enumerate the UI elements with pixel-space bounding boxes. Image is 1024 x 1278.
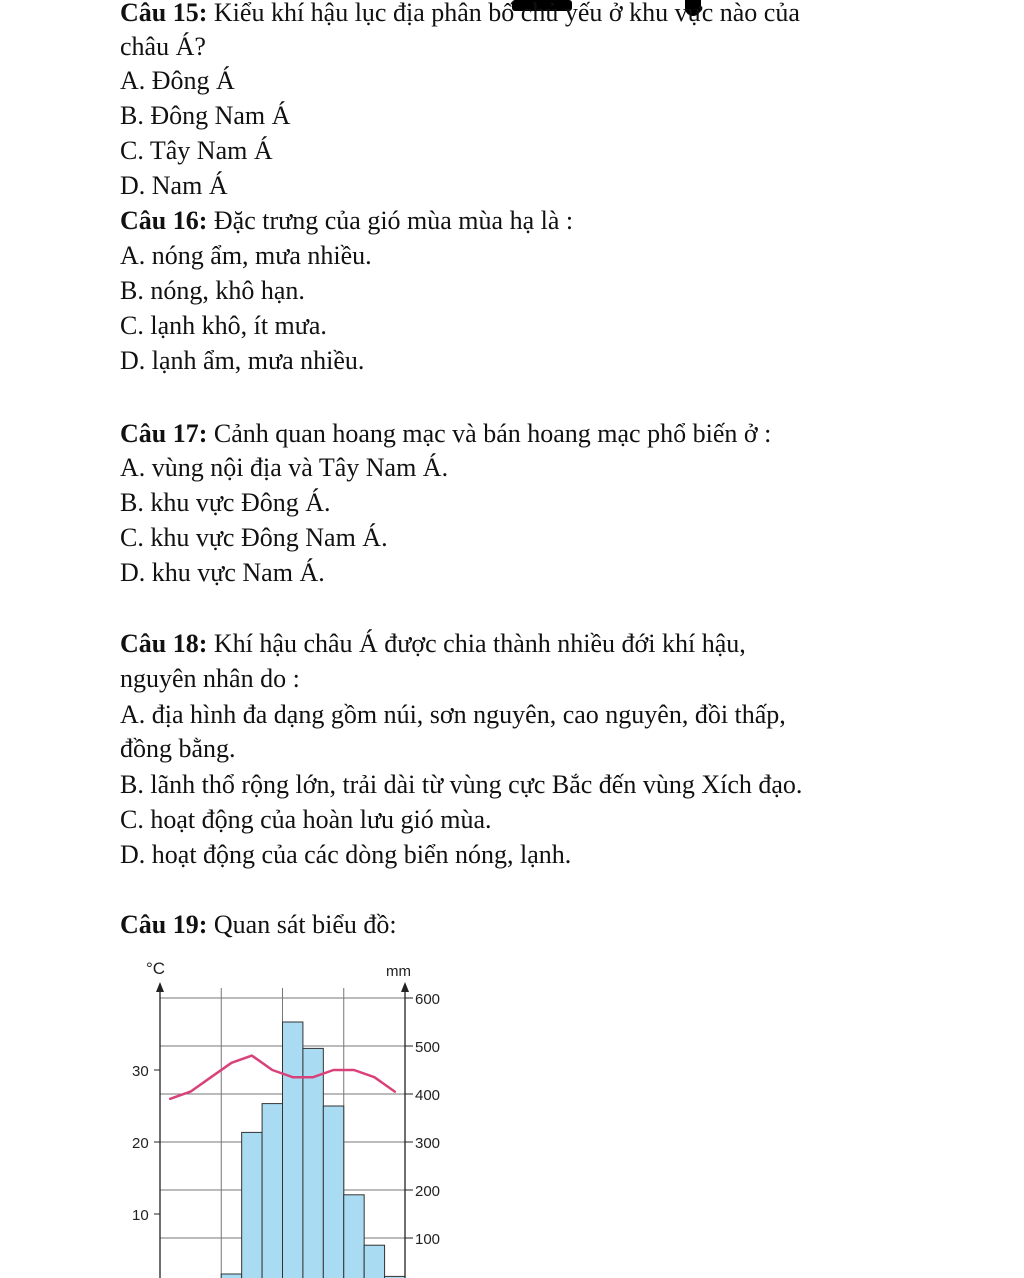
left-tick-label: 10: [132, 1207, 149, 1224]
right-tick-label: 500: [415, 1039, 441, 1056]
question-16-option: C. lạnh khô, ít mưa.: [120, 311, 327, 340]
question-18-option: A. địa hình đa dạng gồm núi, sơn nguyên, cao nguyên, đồi thấp,: [120, 700, 786, 729]
left-axis-unit: °C: [146, 959, 166, 978]
question-15-option: C. Tây Nam Á: [120, 136, 273, 165]
question-17-option: D. khu vực Nam Á.: [120, 558, 325, 587]
question-18-option-cont: đồng bằng.: [120, 734, 236, 763]
question-16-option: B. nóng, khô hạn.: [120, 276, 305, 305]
left-tick-label: 20: [132, 1135, 149, 1152]
rainfall-bar: [242, 1132, 262, 1278]
question-16-title: Câu 16: Đặc trưng của gió mùa mùa hạ là :: [120, 206, 574, 235]
right-axis-unit: mm: [386, 963, 411, 980]
question-15-title: Câu 15: Kiểu khí hậu lục địa phân bố chủ yếu ở khu vực nào của: [120, 0, 800, 27]
question-15-option: D. Nam Á: [120, 171, 228, 200]
question-17-option: C. khu vực Đông Nam Á.: [120, 523, 388, 552]
right-tick-label: 100: [415, 1231, 441, 1248]
rainfall-bar: [303, 1048, 323, 1278]
question-18-title: Câu 18: Khí hậu châu Á được chia thành nhiều đới khí hậu,: [120, 629, 746, 658]
left-axis-arrow-icon: [156, 982, 164, 992]
question-15-option: B. Đông Nam Á: [120, 101, 291, 130]
right-axis-arrow-icon: [401, 982, 409, 992]
question-16-option: A. nóng ẩm, mưa nhiều.: [120, 241, 372, 270]
right-tick-label: 600: [415, 991, 441, 1008]
question-18-option: C. hoạt động của hoàn lưu gió mùa.: [120, 805, 492, 834]
rainfall-bar: [262, 1104, 282, 1278]
question-17-option: B. khu vực Đông Á.: [120, 488, 331, 517]
question-18-option: B. lãnh thổ rộng lớn, trải dài từ vùng cực Bắc đến vùng Xích đạo.: [120, 770, 803, 799]
question-16-option: D. lạnh ẩm, mưa nhiều.: [120, 346, 365, 375]
rainfall-bar: [283, 1022, 303, 1278]
rainfall-bar: [323, 1106, 343, 1278]
question-18-option: D. hoạt động của các dòng biển nóng, lạnh.: [120, 840, 572, 869]
rainfall-bar: [221, 1274, 241, 1278]
right-tick-label: 200: [415, 1183, 441, 1200]
question-15-option: A. Đông Á: [120, 66, 235, 95]
rainfall-bar: [364, 1245, 384, 1278]
question-19-title: Câu 19: Quan sát biểu đồ:: [120, 910, 397, 939]
rainfall-bar: [344, 1195, 364, 1278]
right-tick-label: 300: [415, 1135, 441, 1152]
question-17-title: Câu 17: Cảnh quan hoang mạc và bán hoang mạc phổ biến ở :: [120, 419, 772, 448]
question-18-title-cont: nguyên nhân do :: [120, 664, 300, 693]
right-tick-label: 400: [415, 1087, 441, 1104]
question-17-option: A. vùng nội địa và Tây Nam Á.: [120, 453, 449, 482]
left-tick-label: 30: [132, 1063, 149, 1080]
question-15-title-cont: châu Á?: [120, 32, 206, 61]
